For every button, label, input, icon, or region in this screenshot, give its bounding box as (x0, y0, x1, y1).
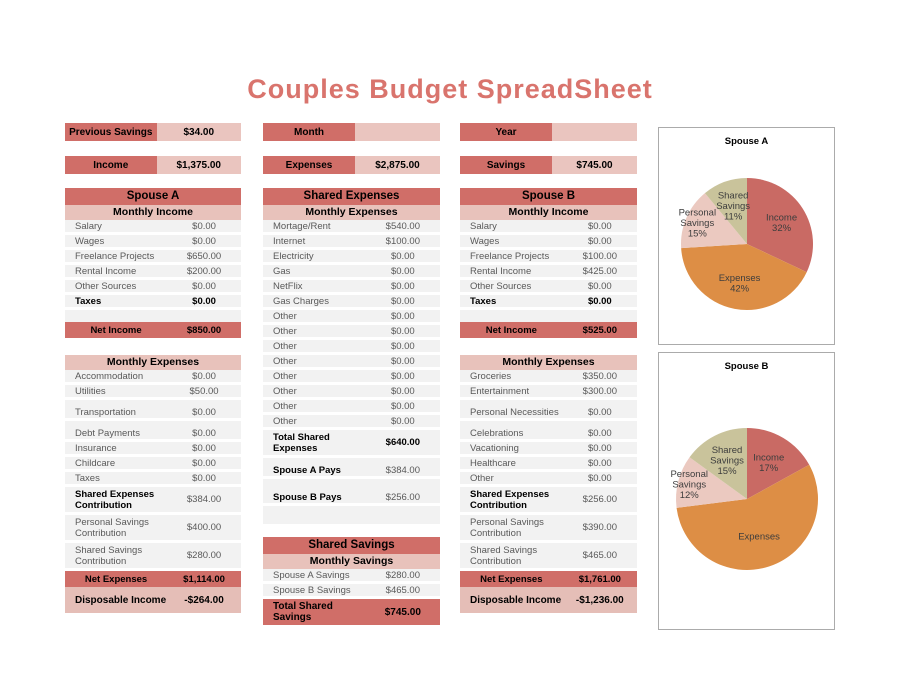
row-label: Transportation (75, 406, 136, 418)
table-row (65, 515, 241, 543)
table-row (65, 457, 241, 472)
row-label: Other (273, 325, 297, 337)
row-value[interactable]: $540.00 (385, 220, 420, 232)
spouse-b-expenses-header: Monthly Expenses (460, 355, 637, 370)
pie-label: Shared Savings 11% (716, 190, 751, 223)
month-summary (263, 123, 440, 141)
net-expenses-label: Net Expenses (84, 573, 148, 585)
table-row (460, 427, 637, 442)
spouse-b-net-income-bar (460, 322, 637, 338)
row-value[interactable]: $0.00 (587, 406, 612, 418)
disposable-income-value[interactable]: -$264.00 (184, 594, 224, 606)
table-row (460, 385, 637, 400)
previous-savings-label: Previous Savings (65, 123, 157, 141)
row-label: Other (273, 355, 297, 367)
disposable-income-value[interactable]: -$1,236.00 (575, 594, 624, 606)
row-value[interactable]: $0.00 (192, 295, 216, 307)
table-row (263, 430, 440, 458)
row-value[interactable]: $100.00 (582, 250, 617, 262)
row-value[interactable]: $50.00 (189, 385, 219, 397)
spouse-b-income-header: Monthly Income (460, 205, 637, 220)
row-value[interactable]: $425.00 (582, 265, 617, 277)
row-value[interactable]: $200.00 (186, 265, 222, 277)
row-value[interactable]: $0.00 (587, 280, 612, 292)
row-label: Healthcare (470, 457, 516, 469)
row-value[interactable]: $640.00 (385, 437, 420, 448)
row-label: Vacationing (470, 442, 519, 454)
table-row (65, 280, 241, 295)
row-value[interactable]: $0.00 (390, 265, 415, 277)
net-expenses-value[interactable]: $1,761.00 (578, 573, 621, 585)
spouse-a-chart-panel (658, 127, 835, 345)
row-value[interactable]: $0.00 (192, 406, 216, 418)
row-label: Other (273, 340, 297, 352)
row-label: Shared Expenses Contribution (470, 488, 550, 511)
row-value[interactable]: $0.00 (390, 385, 415, 397)
row-label: Taxes (75, 295, 102, 307)
shared-expenses-subheader: Monthly Expenses (263, 205, 440, 220)
spouse-a-expenses-header: Monthly Expenses (65, 355, 241, 370)
disposable-income-label: Disposable Income (470, 594, 562, 606)
pie-label: Expenses (738, 531, 780, 543)
table-row (263, 370, 440, 385)
row-label: Personal Savings Contribution (75, 516, 149, 539)
spouse-b-income-table (460, 220, 637, 310)
row-label: Spouse A Pays (273, 464, 341, 476)
spouse-b-disposable-row (460, 587, 637, 613)
row-label: Other (470, 472, 494, 484)
spouse-a-income-header: Monthly Income (65, 205, 241, 220)
row-label: Freelance Projects (470, 250, 550, 262)
spouse-a-column (65, 188, 241, 613)
table-row (65, 370, 241, 385)
shared-savings-header: Shared Savings (263, 537, 440, 554)
income-summary (65, 156, 241, 174)
table-row (263, 265, 440, 280)
table-row (263, 385, 440, 400)
row-value[interactable]: $100.00 (385, 235, 420, 247)
shared-column (263, 188, 440, 625)
table-row (263, 250, 440, 265)
table-row (65, 442, 241, 457)
table-row (65, 472, 241, 487)
table-row (263, 491, 440, 506)
row-label: Total Shared Expenses (273, 431, 330, 454)
row-label: Other Sources (75, 280, 137, 292)
spouse-b-header: Spouse B (460, 188, 637, 205)
spouse-b-chart-title: Spouse B (724, 361, 769, 372)
row-label: Other (273, 400, 297, 412)
table-row (263, 584, 440, 599)
table-row (460, 265, 637, 280)
row-value[interactable]: $390.00 (582, 522, 617, 533)
row-value[interactable]: $0.00 (390, 250, 415, 262)
savings-value[interactable]: $745.00 (552, 156, 637, 174)
row-label: Salary (75, 220, 102, 232)
row-label: Taxes (75, 472, 100, 484)
row-label: Shared Savings Contribution (470, 544, 538, 567)
row-value[interactable]: $0.00 (192, 427, 216, 439)
table-row (65, 406, 241, 421)
row-label: Other (273, 385, 297, 397)
shared-savings-table (263, 569, 440, 599)
row-value[interactable]: $350.00 (582, 370, 617, 382)
row-label: Shared Savings Contribution (75, 544, 143, 567)
row-value[interactable]: $0.00 (390, 370, 415, 382)
spouse-b-expenses-table (460, 370, 637, 571)
row-value[interactable]: $280.00 (186, 550, 222, 561)
table-row (460, 220, 637, 235)
table-row (460, 487, 637, 515)
pie-label: Expenses 42% (718, 273, 761, 295)
spouse-a-header: Spouse A (65, 188, 241, 205)
pie-label: Personal Savings 12% (670, 469, 708, 502)
row-label: Gas (273, 265, 291, 277)
net-income-label: Net Income (485, 324, 537, 336)
row-value[interactable]: $0.00 (390, 310, 415, 322)
expenses-summary (263, 156, 440, 174)
shared-savings-subheader: Monthly Savings (263, 554, 440, 569)
row-label: Other (273, 370, 297, 382)
income-value[interactable]: $1,375.00 (157, 156, 241, 174)
row-label: Childcare (75, 457, 116, 469)
pie-label: Income 32% (765, 212, 798, 234)
table-row (263, 340, 440, 355)
income-label: Income (65, 156, 157, 174)
row-value[interactable]: $0.00 (192, 442, 216, 454)
row-label: Wages (75, 235, 105, 247)
row-label: Groceries (470, 370, 512, 382)
row-label: Entertainment (470, 385, 530, 397)
year-value[interactable] (552, 123, 637, 141)
table-row (263, 220, 440, 235)
table-row (460, 295, 637, 310)
row-label: Rental Income (470, 265, 532, 277)
pie-label: Personal Savings 15% (678, 207, 717, 240)
row-value[interactable]: $256.00 (582, 494, 617, 505)
blank-row (65, 310, 241, 322)
row-label: Insurance (75, 442, 117, 454)
row-value[interactable]: $0.00 (192, 280, 216, 292)
table-row (460, 457, 637, 472)
spouse-a-income-table (65, 220, 241, 310)
table-row (460, 442, 637, 457)
table-row (460, 406, 637, 421)
table-row (65, 427, 241, 442)
disposable-income-label: Disposable Income (75, 594, 167, 606)
total-shared-savings-bar (263, 599, 440, 625)
month-value[interactable] (355, 123, 440, 141)
row-value[interactable]: $300.00 (582, 385, 617, 397)
row-value[interactable]: $0.00 (587, 427, 612, 439)
row-label: Utilities (75, 385, 106, 397)
row-value[interactable]: $465.00 (385, 584, 420, 596)
row-value[interactable]: $0.00 (587, 235, 612, 247)
net-expenses-value[interactable]: $1,114.00 (183, 573, 225, 585)
table-row (65, 487, 241, 515)
table-row (460, 370, 637, 385)
table-row (65, 220, 241, 235)
table-row (263, 310, 440, 325)
row-value[interactable]: $0.00 (390, 355, 415, 367)
savings-label: Savings (460, 156, 552, 174)
total-shared-savings-label: Total Shared Savings (273, 601, 333, 623)
table-row (65, 265, 241, 280)
previous-savings-summary (65, 123, 241, 141)
row-value[interactable]: $0.00 (587, 220, 612, 232)
spouse-a-net-expenses-bar (65, 571, 241, 587)
row-label: Other (273, 310, 297, 322)
table-row (65, 235, 241, 250)
net-income-value[interactable]: $525.00 (582, 324, 617, 336)
row-label: Rental Income (75, 265, 137, 277)
table-row (263, 415, 440, 430)
spouse-b-net-expenses-bar (460, 571, 637, 587)
month-label: Month (263, 123, 355, 141)
row-value[interactable]: $0.00 (390, 400, 415, 412)
page-title: Couples Budget SpreadSheet (247, 74, 653, 104)
table-row (460, 235, 637, 250)
row-value[interactable]: $0.00 (587, 457, 612, 469)
row-value[interactable]: $384.00 (186, 494, 222, 505)
table-row (460, 515, 637, 543)
spouse-a-disposable-row (65, 587, 241, 613)
table-row (263, 235, 440, 250)
row-label: Celebrations (470, 427, 524, 439)
spouse-a-expenses-table (65, 370, 241, 571)
table-row (460, 472, 637, 487)
table-row (460, 543, 637, 571)
shared-expenses-table (263, 220, 440, 524)
row-value[interactable]: $0.00 (390, 340, 415, 352)
expenses-label: Expenses (263, 156, 355, 174)
spouse-b-column (460, 188, 637, 613)
row-label: NetFlix (273, 280, 303, 292)
pie-label: Income 17% (753, 452, 785, 475)
table-row (263, 355, 440, 370)
row-label: Spouse A Savings (273, 569, 350, 581)
table-row (65, 250, 241, 265)
row-label: Electricity (273, 250, 314, 262)
row-label: Other (273, 415, 297, 427)
row-value[interactable]: $0.00 (390, 325, 415, 337)
row-label: Salary (470, 220, 497, 232)
net-income-value[interactable]: $850.00 (186, 324, 222, 336)
row-value[interactable]: $0.00 (587, 442, 612, 454)
table-row (263, 280, 440, 295)
year-summary (460, 123, 637, 141)
row-value[interactable]: $256.00 (385, 491, 420, 503)
row-value[interactable]: $465.00 (582, 550, 617, 561)
table-row (460, 250, 637, 265)
table-row (460, 280, 637, 295)
table-row (263, 400, 440, 415)
row-label: Gas Charges (273, 295, 329, 307)
blank-row (460, 310, 637, 322)
row-label: Personal Necessities (470, 406, 559, 418)
row-value[interactable]: $0.00 (390, 295, 415, 307)
row-label: Shared Expenses Contribution (75, 488, 155, 511)
net-expenses-label: Net Expenses (480, 573, 543, 585)
spouse-a-chart-title: Spouse A (724, 136, 769, 147)
row-label: Taxes (470, 295, 497, 307)
row-label: Wages (470, 235, 500, 247)
table-row (65, 385, 241, 400)
table-row (263, 295, 440, 310)
row-label: Spouse B Pays (273, 491, 342, 503)
spouse-b-chart-panel (658, 352, 835, 630)
pie-label: Shared Savings 15% (710, 444, 744, 477)
row-value[interactable]: $0.00 (192, 472, 216, 484)
row-label: Personal Savings Contribution (470, 516, 544, 539)
row-value[interactable]: $0.00 (587, 472, 612, 484)
expenses-value[interactable]: $2,875.00 (355, 156, 440, 174)
table-row (65, 295, 241, 310)
row-value[interactable]: $0.00 (390, 280, 415, 292)
row-value[interactable]: $0.00 (192, 220, 216, 232)
spouse-a-net-income-bar (65, 322, 241, 338)
row-value[interactable]: $400.00 (186, 522, 222, 533)
row-value[interactable]: $0.00 (192, 457, 216, 469)
row-value[interactable]: $650.00 (186, 250, 222, 262)
row-label: Spouse B Savings (273, 584, 351, 596)
row-value[interactable]: $280.00 (385, 569, 420, 581)
row-label: Mortage/Rent (273, 220, 331, 232)
row-value[interactable]: $0.00 (587, 295, 612, 307)
row-label: Accommodation (75, 370, 144, 382)
savings-summary (460, 156, 637, 174)
row-value[interactable]: $384.00 (385, 464, 420, 476)
previous-savings-value[interactable]: $34.00 (157, 123, 241, 141)
row-value[interactable]: $0.00 (390, 415, 415, 427)
row-label: Internet (273, 235, 306, 247)
row-label: Debt Payments (75, 427, 140, 439)
table-row (65, 543, 241, 571)
total-shared-savings-value[interactable]: $745.00 (384, 606, 421, 618)
table-row (263, 325, 440, 340)
year-label: Year (460, 123, 552, 141)
row-value[interactable]: $0.00 (192, 370, 216, 382)
shared-expenses-header: Shared Expenses (263, 188, 440, 205)
row-value[interactable]: $0.00 (192, 235, 216, 247)
row-label: Other Sources (470, 280, 532, 292)
table-row (263, 464, 440, 479)
row-label: Freelance Projects (75, 250, 155, 262)
table-row (263, 569, 440, 584)
net-income-label: Net Income (90, 324, 142, 336)
